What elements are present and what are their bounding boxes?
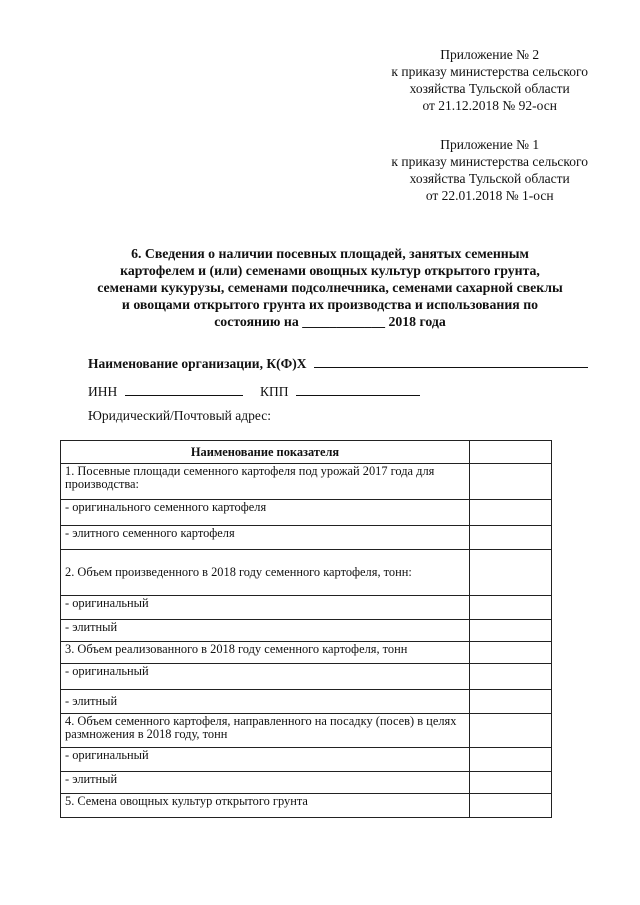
title-line: и овощами открытого грунта их производства и использования по <box>121 297 539 312</box>
table-header-value-cell <box>470 441 552 464</box>
table-header-row <box>61 441 552 464</box>
table-row <box>61 596 552 620</box>
title-line: семенами кукурузы, семенами подсолнечника, семенами сахарной свеклы <box>97 280 563 295</box>
table-row <box>61 526 552 550</box>
annex-line: от 21.12.2018 № 92-осн <box>422 98 557 113</box>
table-row <box>61 772 552 794</box>
organization-input-line[interactable] <box>314 355 588 368</box>
row-value-cell[interactable] <box>470 526 552 550</box>
row-label: 1. Посевные площади семенного картофеля под урожай 2017 года для производства: <box>61 464 470 500</box>
title-line: картофелем и (или) семенами овощных культур открытого грунта, <box>120 263 540 278</box>
row-label: 4. Объем семенного картофеля, направленного на посадку (посев) в целях размножения в 2018 году, тонн <box>61 714 470 748</box>
annex-line: Приложение № 1 <box>440 137 540 152</box>
table-row <box>61 664 552 690</box>
document-title <box>60 245 600 330</box>
row-label: - элитный <box>61 690 470 714</box>
table-row <box>61 690 552 714</box>
row-value-cell[interactable] <box>470 690 552 714</box>
row-label: - элитный <box>61 620 470 642</box>
address-field <box>88 408 271 424</box>
title-line: 6. Сведения о наличии посевных площадей, занятых семенным <box>131 246 529 261</box>
kpp-input-line[interactable] <box>296 383 420 396</box>
row-value-cell[interactable] <box>470 748 552 772</box>
table-row <box>61 642 552 664</box>
title-line: состоянию на ____________ 2018 года <box>214 314 446 329</box>
row-value-cell[interactable] <box>470 794 552 818</box>
table-row <box>61 550 552 596</box>
row-value-cell[interactable] <box>470 464 552 500</box>
inn-label: ИНН <box>88 384 118 399</box>
row-label: 2. Объем произведенного в 2018 году семенного картофеля, тонн: <box>61 550 470 596</box>
annex-line: Приложение № 2 <box>440 47 540 62</box>
row-value-cell[interactable] <box>470 596 552 620</box>
kpp-label: КПП <box>260 384 289 399</box>
annex-line: к приказу министерства сельского <box>391 154 588 169</box>
row-label: 5. Семена овощных культур открытого грунта <box>61 794 470 818</box>
row-value-cell[interactable] <box>470 664 552 690</box>
organization-label: Наименование организации, К(Ф)Х <box>88 356 307 371</box>
row-label: - элитный <box>61 772 470 794</box>
table-row <box>61 748 552 772</box>
row-label: - оригинальный <box>61 596 470 620</box>
table-row <box>61 500 552 526</box>
row-value-cell[interactable] <box>470 714 552 748</box>
table-row <box>61 620 552 642</box>
row-value-cell[interactable] <box>470 620 552 642</box>
row-value-cell[interactable] <box>470 642 552 664</box>
row-value-cell[interactable] <box>470 500 552 526</box>
annex-line: от 22.01.2018 № 1-осн <box>425 188 554 203</box>
table-row <box>61 714 552 748</box>
row-label: - оригинальный <box>61 664 470 690</box>
row-label: - элитного семенного картофеля <box>61 526 470 550</box>
annex-2-header <box>391 46 588 114</box>
organization-field <box>88 355 588 372</box>
inn-kpp-field <box>88 383 420 400</box>
row-label: 3. Объем реализованного в 2018 году семенного картофеля, тонн <box>61 642 470 664</box>
row-value-cell[interactable] <box>470 772 552 794</box>
row-value-cell[interactable] <box>470 550 552 596</box>
table-row <box>61 794 552 818</box>
annex-1-header <box>391 136 588 204</box>
row-label: - оригинального семенного картофеля <box>61 500 470 526</box>
table-header-cell: Наименование показателя <box>61 441 470 464</box>
annex-line: хозяйства Тульской области <box>409 171 570 186</box>
table-row <box>61 464 552 500</box>
annex-line: к приказу министерства сельского <box>391 64 588 79</box>
indicators-table <box>60 440 552 818</box>
row-label: - оригинальный <box>61 748 470 772</box>
inn-input-line[interactable] <box>125 383 243 396</box>
annex-line: хозяйства Тульской области <box>409 81 570 96</box>
address-label: Юридический/Почтовый адрес: <box>88 408 271 423</box>
